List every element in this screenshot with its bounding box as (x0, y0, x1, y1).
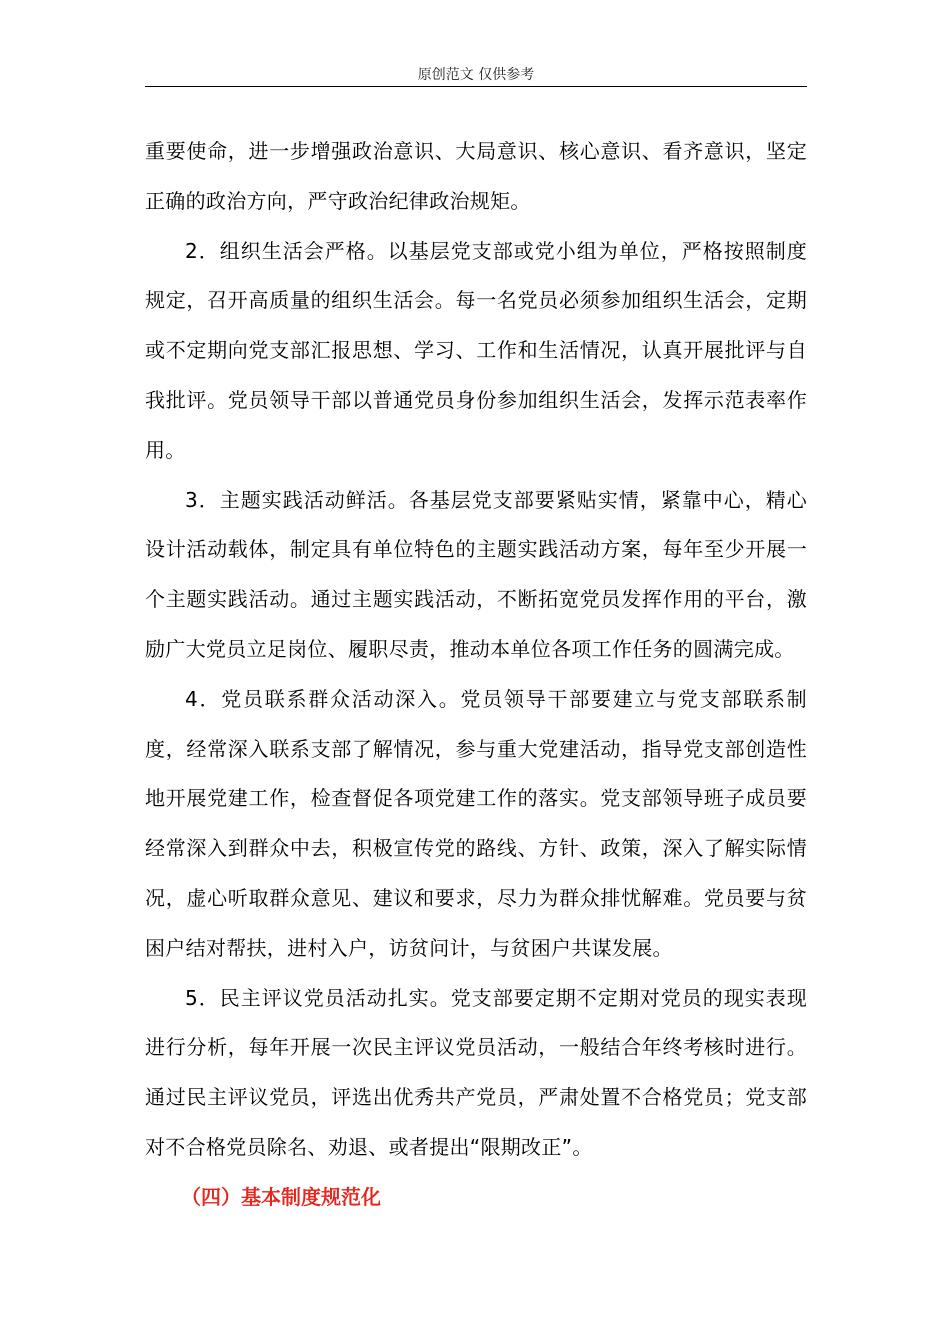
paragraph-continuation: 重要使命，进一步增强政治意识、大局意识、核心意识、看齐意识，坚定正确的政治方向，严守政治纪律政治规矩。 (145, 139, 807, 213)
document-body (145, 127, 807, 1223)
paragraph-item-2: 2．组织生活会严格。以基层党支部或党小组为单位，严格按照制度规定，召开高质量的组织生活会。每一名党员必须参加组织生活会，定期或不定期向党支部汇报思想、学习、工作和生活情况，认真开展批评与自我批评。党员领导干部以普通党员身份参加组织生活会，发挥示范表率作用。 (145, 238, 807, 462)
paragraph-item-5: 5．民主评议党员活动扎实。党支部要定期不定期对党员的现实表现进行分析，每年开展一次民主评议党员活动，一般结合年终考核时进行。通过民主评议党员，评选出优秀共产党员，严肃处置不合格党员；党支部对不合格党员除名、劝退、或者提出“限期改正”。 (145, 985, 807, 1159)
header-divider (145, 86, 807, 87)
paragraph-item-4: 4．党员联系群众活动深入。党员领导干部要建立与党支部联系制度，经常深入联系支部了解情况，参与重大党建活动，指导党支部创造性地开展党建工作，检查督促各项党建工作的落实。党支部领导班子成员要经常深入到群众中去，积极宣传党的路线、方针、政策，深入了解实际情况，虚心听取群众意见、建议和要求，尽力为群众排忧解难。党员要与贫困户结对帮扶，进村入户，访贫问计，与贫困户共谋发展。 (145, 686, 807, 960)
paragraph-item-3: 3．主题实践活动鲜活。各基层党支部要紧贴实情，紧靠中心，精心设计活动载体，制定具有单位特色的主题实践活动方案，每年至少开展一个主题实践活动。通过主题实践活动，不断拓宽党员发挥作用的平台，激励广大党员立足岗位、履职尽责，推动本单位各项工作任务的圆满完成。 (145, 487, 807, 661)
page-header: 原创范文 仅供参考 (417, 67, 535, 83)
section-heading: （四）基本制度规范化 (181, 1184, 381, 1209)
